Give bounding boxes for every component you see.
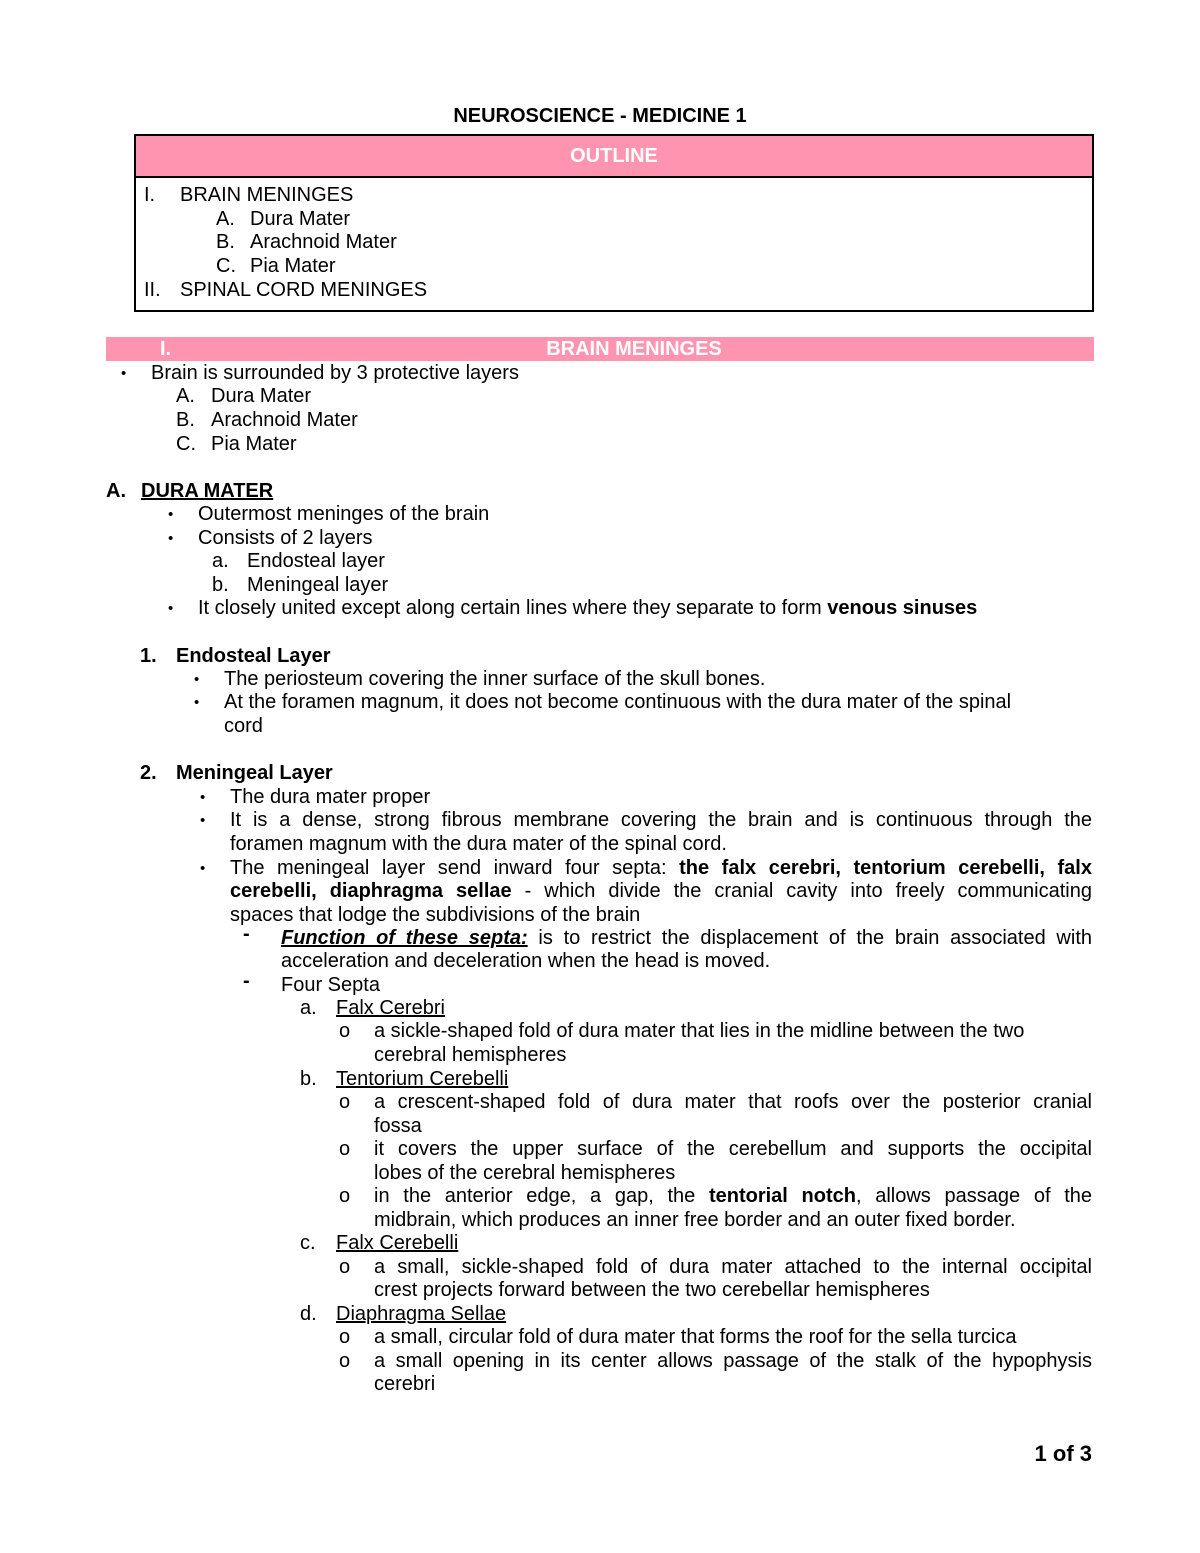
text-bold: venous sinuses (827, 597, 978, 619)
list-item: Arachnoid Mater (211, 409, 358, 431)
septum-title-diaphragma-sellae: Diaphragma Sellae (336, 1303, 507, 1325)
text-line (374, 1185, 1092, 1209)
bullet-item (230, 857, 1092, 881)
numbered-marker: 2. (140, 762, 157, 784)
text-line: a small, circular fold of dura mater that forms the roof for the sella turcica (374, 1326, 1017, 1348)
dash-marker: - (243, 923, 250, 945)
bullet-item: • The periosteum covering the inner surface of the skull bones. (224, 668, 765, 692)
outline-table (134, 134, 1094, 312)
list-marker: a. (212, 550, 229, 572)
list-marker: B. (176, 409, 195, 431)
circle-marker: o (339, 1138, 351, 1160)
text-line: midbrain, which produces an inner free border and an outer fixed border. (374, 1209, 1016, 1231)
text-run: is to restrict the displacement of the brain associated with (527, 927, 1092, 949)
text-line: cord (224, 715, 263, 737)
numbered-marker: 1. (140, 645, 157, 667)
bullet-item (198, 597, 977, 621)
list-marker: c. (300, 1232, 316, 1254)
text-line: acceleration and deceleration when the head is moved. (281, 950, 771, 972)
outline-item-num: B. (216, 231, 235, 253)
outline-item-spinal-cord-meninges: SPINAL CORD MENINGES (180, 279, 428, 301)
list-marker: d. (300, 1303, 317, 1325)
text-run: - which divide the cranial cavity into freely communicating (511, 880, 1092, 902)
list-item: Meningeal layer (247, 574, 389, 596)
circle-marker: o (339, 1256, 351, 1278)
circle-marker: o (339, 1326, 351, 1348)
bullet-item: • Outermost meninges of the brain (198, 503, 489, 527)
list-marker: C. (176, 433, 196, 455)
section-heading-brain-meninges (106, 337, 1094, 361)
text-line: cerebral hemispheres (374, 1044, 567, 1066)
septum-title-falx-cerebelli: Falx Cerebelli (336, 1232, 459, 1254)
text-run: The meningeal layer send inward four septa: (230, 857, 680, 879)
text-run: in the anterior edge, a gap, the (374, 1185, 709, 1207)
bullet-item: • It is a dense, strong fibrous membrane covering the brain and is continuous through the (230, 809, 1092, 833)
text-line: crest projects forward between the two cerebellar hemispheres (374, 1279, 930, 1301)
text-line: a small opening in its center allows passage of the stalk of the hypophysis (374, 1350, 1092, 1372)
list-marker: b. (212, 574, 229, 596)
subheading-endosteal-layer: Endosteal Layer (176, 645, 331, 667)
bullet-item: • The dura mater proper (230, 786, 430, 810)
outline-item-num: I. (144, 184, 156, 206)
outline-item-num: A. (216, 208, 235, 230)
septum-title-falx-cerebri: Falx Cerebri (336, 997, 445, 1019)
section-number: I. (160, 338, 172, 360)
page-number: 1 of 3 (1034, 1441, 1092, 1466)
bullet-item: • Brain is surrounded by 3 protective layers (151, 362, 519, 386)
dash-marker: - (243, 970, 250, 992)
text-line: lobes of the cerebral hemispheres (374, 1162, 676, 1184)
text-bold: cerebelli, diaphragma sellae (230, 880, 512, 902)
text-run: It closely united except along certain lines where they separate to form (198, 597, 828, 619)
outline-item-num: C. (216, 255, 236, 277)
section-title: BRAIN MENINGES (546, 338, 722, 360)
septum-title-tentorium-cerebelli: Tentorium Cerebelli (336, 1068, 509, 1090)
text-run: , allows passage of the (855, 1185, 1092, 1207)
subheading-meningeal-layer: Meningeal Layer (176, 762, 333, 784)
outline-item-pia-mater: Pia Mater (250, 255, 336, 277)
outline-item-dura-mater: Dura Mater (250, 208, 351, 230)
circle-marker: o (339, 1185, 351, 1207)
document-title: NEUROSCIENCE - MEDICINE 1 (453, 105, 747, 127)
outline-item-num: II. (144, 279, 161, 301)
circle-marker: o (339, 1091, 351, 1113)
subsection-title-dura-mater: DURA MATER (141, 480, 274, 502)
list-marker: A. (176, 385, 195, 407)
text-line: fossa (374, 1115, 422, 1137)
text-line: a crescent-shaped fold of dura mater that roofs over the posterior cranial (374, 1091, 1092, 1113)
circle-marker: o (339, 1020, 351, 1042)
text-bold: tentorial notch (708, 1185, 856, 1207)
subsection-marker: A. (106, 480, 126, 502)
circle-marker: o (339, 1350, 351, 1372)
text-line: a small, sickle-shaped fold of dura mater attached to the internal occipital (374, 1256, 1092, 1278)
text-line: Four Septa (281, 974, 380, 996)
text-line: spaces that lodge the subdivisions of the brain (230, 904, 641, 926)
bullet-item: • At the foramen magnum, it does not become continuous with the dura mater of the spinal (224, 691, 1011, 715)
bullet-item: • Consists of 2 layers (198, 527, 373, 551)
outline-item-arachnoid-mater: Arachnoid Mater (250, 231, 397, 253)
list-item: Pia Mater (211, 433, 297, 455)
text-bold: the falx cerebri, tentorium cerebelli, falx (679, 857, 1092, 879)
text-line: it covers the upper surface of the cerebellum and supports the occipital (374, 1138, 1092, 1160)
text-line: foramen magnum with the dura mater of the spinal cord. (230, 833, 727, 855)
list-item: Endosteal layer (247, 550, 385, 572)
text-line: cerebri (374, 1373, 436, 1395)
text-line (281, 927, 1092, 951)
text-line: a sickle-shaped fold of dura mater that lies in the midline between the two (374, 1020, 1025, 1042)
text-line (230, 880, 1092, 904)
outline-heading: OUTLINE (136, 136, 1092, 178)
list-marker: b. (300, 1068, 317, 1090)
outline-item-brain-meninges: BRAIN MENINGES (180, 184, 354, 206)
function-label: Function of these septa: (281, 927, 528, 949)
list-marker: a. (300, 997, 317, 1019)
list-item: Dura Mater (211, 385, 312, 407)
